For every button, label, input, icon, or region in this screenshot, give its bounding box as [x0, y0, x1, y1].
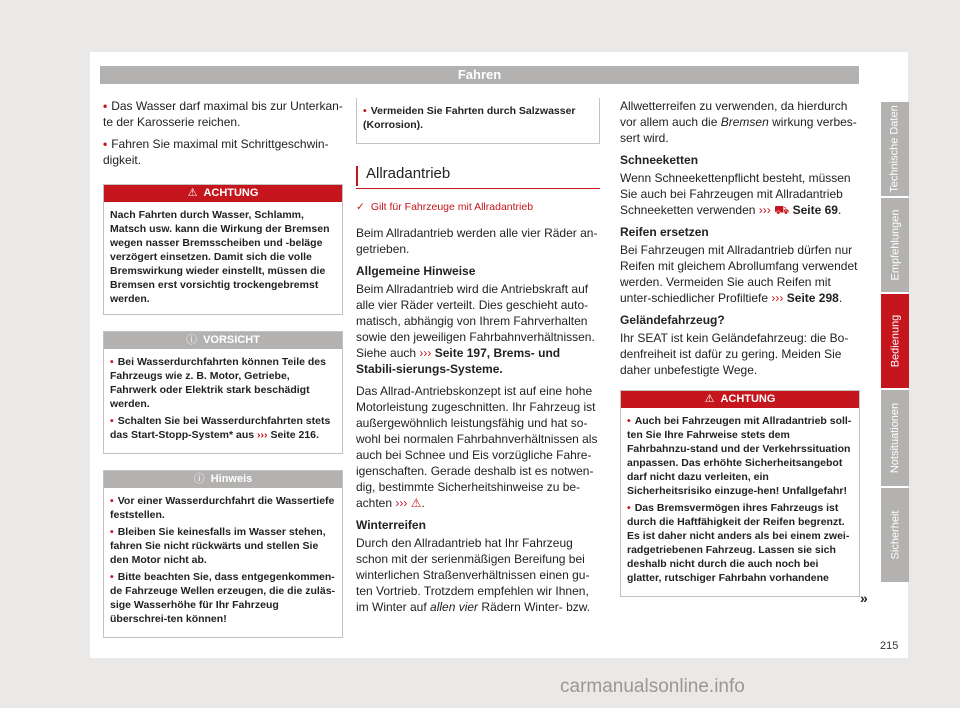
schnee-text: Wenn Schneekettenpflicht besteht, müssen Sie auch bei Fahrzeugen mit Allradantrieb Schneeketten verwenden ››› ⛟ Seite 69.	[620, 171, 851, 217]
caution-item: • Bei Wasserdurchfahrten können Teile des Fahrzeugs wie z. B. Motor, Getriebe, Fahrwerk oder Elektrik stark beschädigt werden.	[110, 355, 336, 411]
warning-header	[104, 185, 342, 202]
watermark: carmanualsonline.info	[560, 676, 745, 697]
warning-title: ACHTUNG	[203, 187, 259, 199]
note-item: • Vor einer Wasserdurchfahrt die Wassertiefe feststellen.	[110, 494, 336, 522]
warning-title: ACHTUNG	[720, 393, 776, 405]
konzept-text: Das Allrad-Antriebskonzept ist auf eine hohe Motorleistung zugeschnitten. Ihr Fahrzeug ist außergewöhnlich leistungsfähig und hat so-wohl bei normalen Fahrbahnverhältnissen als auch bei Schnee und Eis vorzügliche Fahre-igenschaften. Gerade deshalb ist es notwen-dig, bestimmte Sicherheitshinweise zu be-achten ››› ⚠.	[356, 384, 598, 510]
column-1	[103, 98, 343, 638]
warning-box-achtung	[103, 184, 343, 315]
note-item: • Bleiben Sie keinesfalls im Wasser stehen, fahren Sie nicht rückwärts und stellen Sie den Motor nicht ab.	[110, 525, 336, 567]
intro-text: Beim Allradantrieb werden alle vier Räder an-getrieben.	[356, 226, 598, 256]
warning-triangle-icon: ⚠	[410, 496, 422, 510]
subhead-gelaende: Geländefahrzeug?	[620, 313, 725, 327]
continue-arrow-icon: »	[860, 590, 868, 606]
page-number: 215	[880, 640, 899, 652]
note-title: Hinweis	[210, 473, 253, 485]
page-link[interactable]: Seite 216.	[270, 429, 319, 441]
note-body	[104, 488, 342, 637]
reifen-text: Bei Fahrzeugen mit Allradantrieb dürfen nur Reifen mit gleichem Abrollumfang verwendet werden. Vermeiden Sie auch Reifen mit unter-schiedlicher Profiltiefe ››› Seite 298.	[620, 243, 858, 305]
caution-header	[104, 332, 342, 349]
note-item: • Bitte beachten Sie, dass entgegenkommen-de Fahrzeuge Wellen erzeugen, die die zuläs-sige Wasserhöhe für Ihr Fahrzeug überschrei-ten können!	[110, 570, 336, 626]
warning-body	[621, 408, 859, 596]
bullet-water-level: • Das Wasser darf maximal bis zur Unterkan-te der Karosserie reichen.	[103, 98, 343, 130]
page-link[interactable]: Seite 197, Brems- und Stabili-sierungs-Systeme.	[356, 346, 561, 376]
note-box-hinweis	[103, 470, 343, 638]
cont-text: Allwetterreifen zu verwenden, da hierdurch vor allem auch die Bremsen wirkung verbes-sert wird.	[620, 99, 857, 145]
applies-to: ✓ Gilt für Fahrzeuge mit Allradantrieb	[356, 201, 534, 213]
warning-text: Nach Fahrten durch Wasser, Schlamm, Matsch usw. kann die Wirkung der Bremsen wegen nasser Bremsscheiben und -beläge verzögert einsetzen. Damit sich die volle Bremswirkung wieder einstellt, müssen die Bremsen erst vorsichtig trockengebremst werden.	[110, 209, 330, 305]
page-link[interactable]: Seite 298	[786, 291, 839, 305]
continued-box	[356, 98, 600, 144]
warning-triangle-icon: ⚠	[704, 393, 715, 405]
warning-item: • Das Bremsvermögen ihres Fahrzeugs ist durch die Haftfähigkeit der Reifen begrenzt. Es ist daher nicht anders als bei einem zwei-radgetriebenen Fahrzeug. Lassen sie sich deshalb nicht durch die auch noch bei glatter, rutschiger Fahrbahn vorhandene	[627, 501, 853, 585]
info-circle-icon: ⓘ	[186, 334, 198, 346]
winter-text: Durch den Allradantrieb hat Ihr Fahrzeug schon mit der serienmäßigen Bereifung bei winterlichen Straßenverhältnissen einen gu-ten Vortrieb. Trotzdem empfehlen wir Ihnen, im Winter auf allen vier Rädern Winter- bzw.	[356, 536, 591, 614]
note-header	[104, 471, 342, 488]
check-icon: ✓	[356, 201, 365, 213]
subhead-allgemein: Allgemeine Hinweise	[356, 264, 476, 278]
subhead-reifen: Reifen ersetzen	[620, 225, 709, 239]
section-title: Allradantrieb	[356, 166, 600, 189]
tab-sicherheit[interactable]: Sicherheit	[881, 488, 909, 582]
tab-empfehlungen[interactable]: Empfehlungen	[881, 198, 909, 292]
caution-title: VORSICHT	[203, 334, 260, 346]
tab-bedienung[interactable]: Bedienung	[881, 294, 909, 388]
allgemein-text: Beim Allradantrieb wird die Antriebskraft auf alle vier Räder verteilt. Dies geschieht auto-matisch, abhängig von Ihrem Fahrverhalten sowie den jeweiligen Fahrbahnverhältnissen. Siehe auch ››› Seite 197, Brems- und Stabili-sierungs-Systeme.	[356, 282, 595, 376]
subhead-schneeketten: Schneeketten	[620, 153, 699, 167]
tab-notsituationen[interactable]: Notsituationen	[881, 390, 909, 486]
book-icon: ⛟	[774, 203, 790, 217]
bullet-speed: • Fahren Sie maximal mit Schrittgeschwin-digkeit.	[103, 136, 343, 168]
note-icon: ⓘ	[193, 473, 205, 485]
box-item: • Vermeiden Sie Fahrten durch Salzwasser (Korrosion).	[363, 104, 593, 132]
column-2	[356, 98, 600, 621]
caution-item: • Schalten Sie bei Wasserdurchfahrten stets das Start-Stopp-System* aus ››› Seite 216.	[110, 414, 336, 442]
warning-box-achtung-2	[620, 390, 860, 597]
warning-triangle-icon: ⚠	[187, 187, 198, 199]
subhead-winter: Winterreifen	[356, 518, 426, 532]
warning-header	[621, 391, 859, 408]
page-link[interactable]: Seite 69	[792, 203, 838, 217]
column-3	[620, 98, 860, 597]
caution-body	[104, 349, 342, 453]
page-header: Fahren	[100, 66, 859, 84]
gelaende-text: Ihr SEAT ist kein Geländefahrzeug: die Bo-denfreiheit ist dafür zu gering. Meiden Sie daher unbefestigte Wege.	[620, 331, 849, 377]
warning-item: • Auch bei Fahrzeugen mit Allradantrieb soll-ten Sie Ihre Fahrweise stets dem Fahrbahnzu-stand und der Verkehrssituation anpassen. Das erhöhte Sicherheitsangebot darf nicht dazu verleiten, ein Sicherheitsrisiko einzuge-hen! Unfallgefahr!	[627, 414, 853, 498]
tab-technische-daten[interactable]: Technische Daten	[881, 102, 909, 196]
caution-box-vorsicht	[103, 331, 343, 454]
